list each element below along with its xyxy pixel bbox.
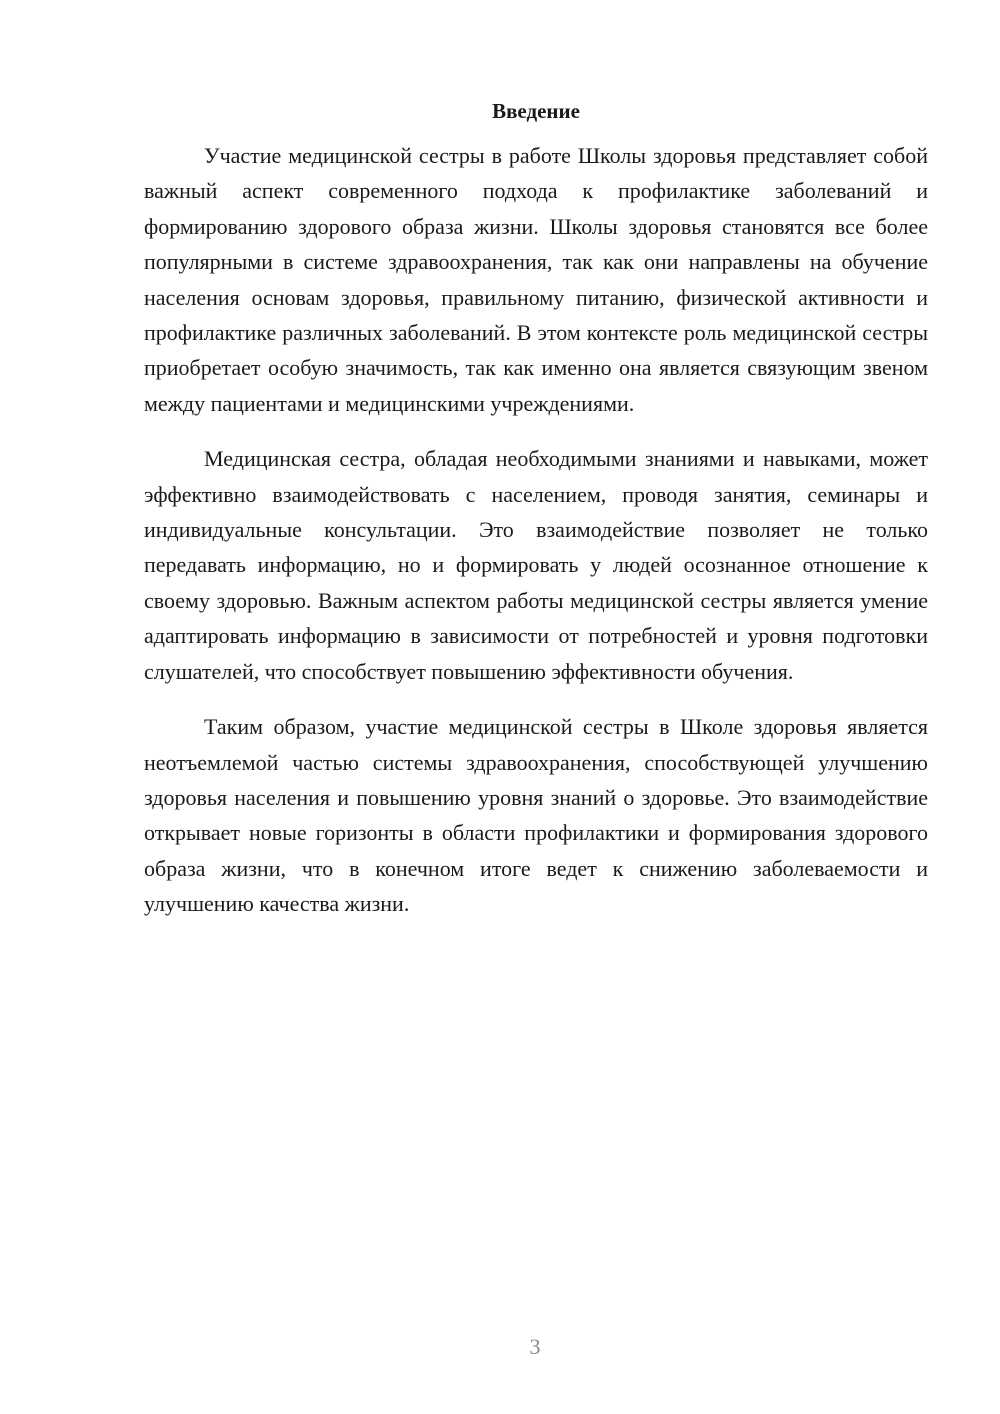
paragraph-1: Участие медицинской сестры в работе Школы здоровья представляет собой важный аспект современного подхода к профилактике заболеваний и формированию здорового образа жизни. Школы здоровья становятся все более популярными в системе здравоохранения, так как они направлены на обучение населения основам здоровья, правильному питанию, физической активности и профилактике различных заболеваний. В этом контексте роль медицинской сестры приобретает особую значимость, так как именно она является связующим звеном между пациентами и медицинскими учреждениями. (144, 143, 928, 416)
section-title: Введение (492, 99, 580, 123)
page-number: 3 (529, 1334, 541, 1359)
paragraph-2: Медицинская сестра, обладая необходимыми знаниями и навыками, может эффективно взаимодействовать с населением, проводя занятия, семинары и индивидуальные консультации. Это взаимодействие позволяет не только передавать информацию, но и формировать у людей осознанное отношение к своему здоровью. Важным аспектом работы медицинской сестры является умение адаптировать информацию в зависимости от потребностей и уровня подготовки слушателей, что способствует повышению эффективности обучения. (144, 446, 928, 684)
paragraph-3: Таким образом, участие медицинской сестры в Школе здоровья является неотъемлемой частью системы здравоохранения, способствующей улучшению здоровья населения и повышению уровня знаний о здоровье. Это взаимодействие открывает новые горизонты в области профилактики и формирования здорового образа жизни, что в конечном итоге ведет к снижению заболеваемости и улучшению качества жизни. (144, 714, 928, 917)
document-body (144, 94, 928, 942)
